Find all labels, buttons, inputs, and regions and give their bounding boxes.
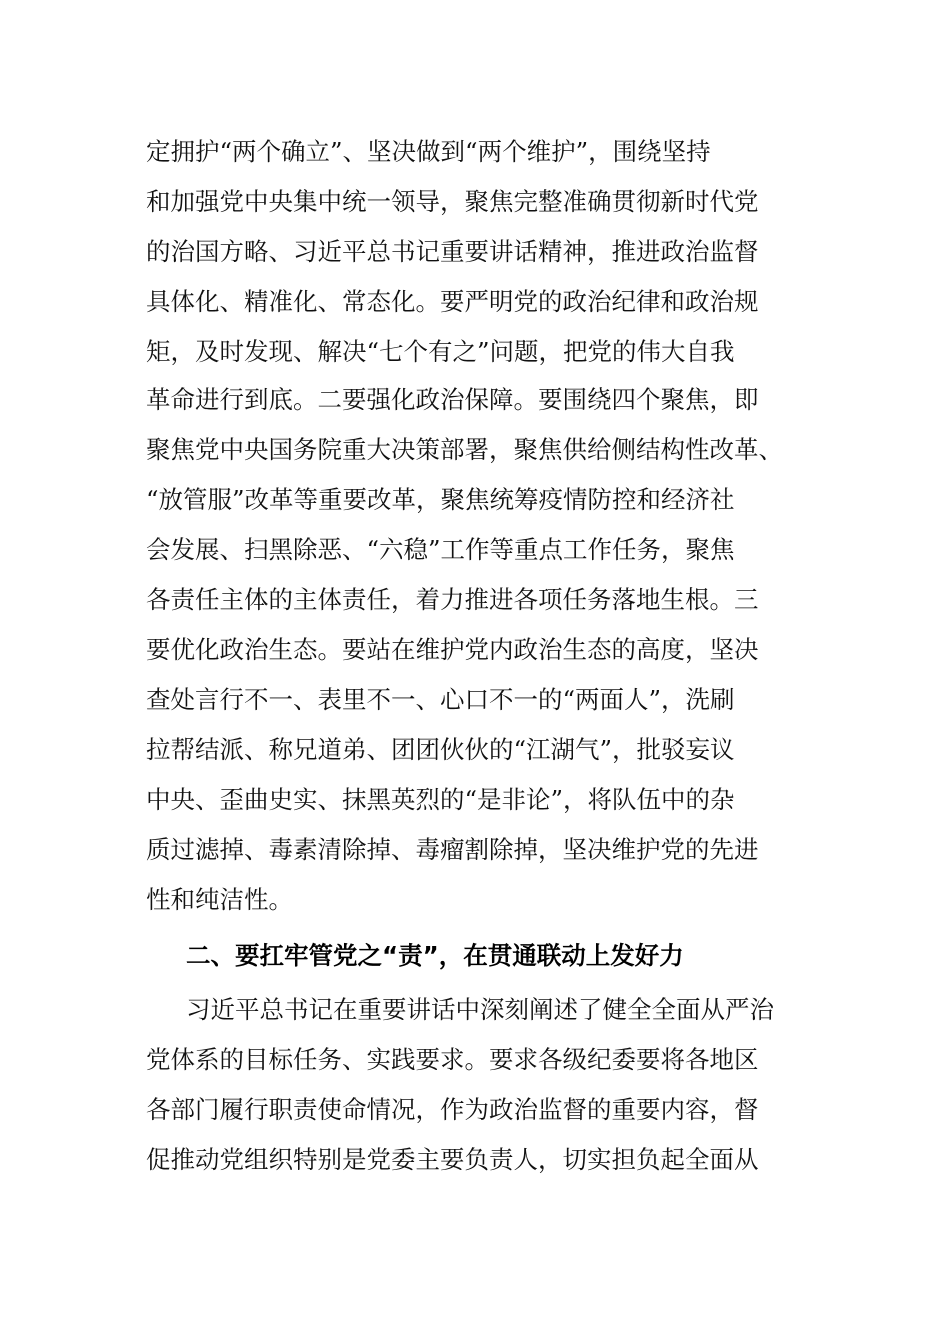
body-line: “放管服”改革等重要改革，聚焦统筹疫情防控和经济社 — [146, 485, 735, 514]
body-line: 的治国方略、习近平总书记重要讲话精神，推进政治监督 — [146, 237, 759, 266]
body-line: 习近平总书记在重要讲话中深刻阐述了健全全面从严治 — [186, 995, 774, 1024]
body-line: 党体系的目标任务、实践要求。要求各级纪委要将各地区 — [146, 1045, 759, 1074]
body-line: 聚焦党中央国务院重大决策部署，聚焦供给侧结构性改革、 — [146, 435, 783, 464]
body-line: 性和纯洁性。 — [146, 885, 293, 914]
section-heading: 二、要扛牢管党之“责”，在贯通联动上发好力 — [186, 941, 684, 970]
body-line: 中央、歪曲史实、抹黑英烈的“是非论”，将队伍中的杂 — [146, 785, 735, 814]
body-line: 查处言行不一、表里不一、心口不一的“两面人”，洗刷 — [146, 685, 735, 714]
body-line: 质过滤掉、毒素清除掉、毒瘤割除掉，坚决维护党的先进 — [146, 835, 759, 864]
body-line: 各责任主体的主体责任，着力推进各项任务落地生根。三 — [146, 585, 759, 614]
body-line: 拉帮结派、称兄道弟、团团伙伙的“江湖气”，批驳妄议 — [146, 735, 735, 764]
body-line: 革命进行到底。二要强化政治保障。要围绕四个聚焦，即 — [146, 385, 759, 414]
body-line: 促推动党组织特别是党委主要负责人，切实担负起全面从 — [146, 1145, 759, 1174]
body-line: 具体化、精准化、常态化。要严明党的政治纪律和政治规 — [146, 287, 759, 316]
body-line: 矩，及时发现、解决“七个有之”问题，把党的伟大自我 — [146, 337, 735, 366]
body-line: 和加强党中央集中统一领导，聚焦完整准确贯彻新时代党 — [146, 187, 759, 216]
body-line: 定拥护“两个确立”、坚决做到“两个维护”，围绕坚持 — [146, 137, 711, 166]
body-line: 会发展、扫黑除恶、“六稳”工作等重点工作任务，聚焦 — [146, 535, 735, 564]
body-line: 各部门履行职责使命情况，作为政治监督的重要内容，督 — [146, 1095, 759, 1124]
body-line: 要优化政治生态。要站在维护党内政治生态的高度，坚决 — [146, 635, 759, 664]
